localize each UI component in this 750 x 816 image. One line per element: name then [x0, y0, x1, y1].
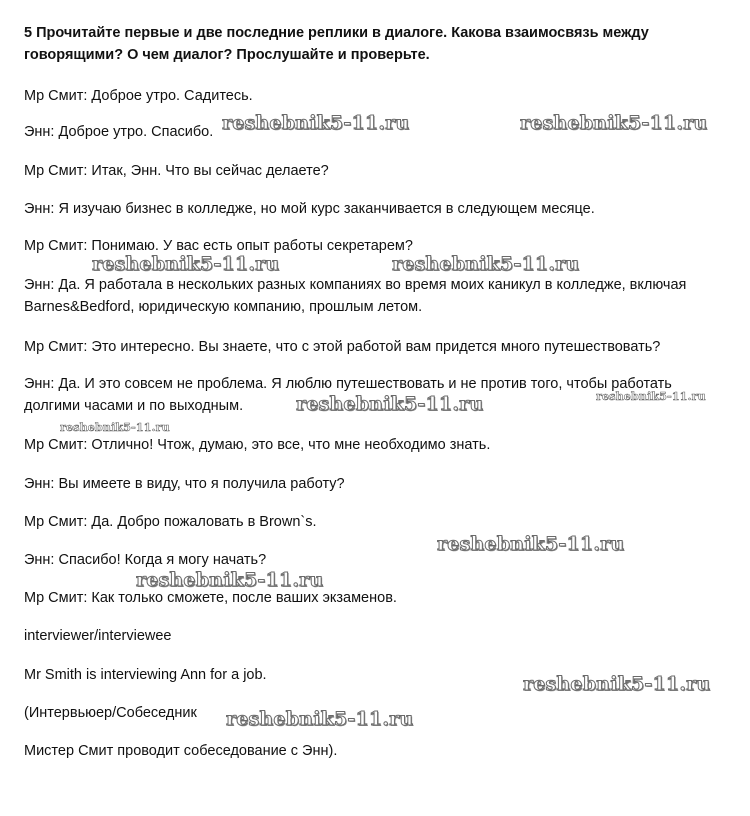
watermark: reshebnik5-11.ru: [520, 112, 708, 134]
dialogue-line: Энн: Да. Я работала в нескольких разных компаниях во время моих каникул в колледже, включая Barnes&Bedford, юридическую компанию, прошлым летом.: [24, 277, 687, 315]
dialogue-line: Энн: Вы имеете в виду, что я получила работу?: [24, 476, 345, 492]
dialogue-line: Энн: Спасибо! Когда я могу начать?: [24, 552, 267, 568]
watermark: reshebnik5-11.ru: [226, 708, 414, 730]
dialogue-line: Мр Смит: Отлично! Чтож, думаю, это все, что мне необходимо знать.: [24, 437, 491, 453]
watermark: reshebnik5-11.ru: [596, 390, 706, 403]
watermark: reshebnik5-11.ru: [392, 253, 580, 275]
watermark: reshebnik5-11.ru: [92, 253, 280, 275]
answer-summary-ru: Мистер Смит проводит собеседование с Энн).: [24, 743, 338, 759]
watermark: reshebnik5-11.ru: [222, 112, 410, 134]
dialogue-line: Мр Смит: Понимаю. У вас есть опыт работы секретарем?: [24, 238, 413, 254]
answer-roles-ru: (Интервьюер/Собеседник: [24, 705, 197, 721]
dialogue-line: Энн: Я изучаю бизнес в колледже, но мой курс заканчивается в следующем месяце.: [24, 201, 595, 217]
watermark: reshebnik5-11.ru: [523, 673, 711, 695]
watermark: reshebnik5-11.ru: [136, 569, 324, 591]
exercise-heading: 5 Прочитайте первые и две последние реплики в диалоге. Какова взаимосвязь между говорящими? О чем диалог? Прослушайте и проверьте.: [24, 25, 649, 63]
dialogue-line: Мр Смит: Это интересно. Вы знаете, что с этой работой вам придется много путешествовать?: [24, 339, 661, 355]
dialogue-line: Мр Смит: Доброе утро. Садитесь.: [24, 88, 253, 104]
dialogue-line: Мр Смит: Итак, Энн. Что вы сейчас делаете?: [24, 163, 329, 179]
dialogue-line: Мр Смит: Как только сможете, после ваших экзаменов.: [24, 590, 397, 606]
answer-roles: interviewer/interviewee: [24, 628, 172, 644]
watermark: reshebnik5-11.ru: [437, 533, 625, 555]
watermark: reshebnik5-11.ru: [296, 393, 484, 415]
dialogue-line: Мр Смит: Да. Добро пожаловать в Brown`s.: [24, 514, 317, 530]
answer-summary: Mr Smith is interviewing Ann for a job.: [24, 667, 267, 683]
watermark: reshebnik5-11.ru: [60, 421, 170, 434]
dialogue-line: Энн: Доброе утро. Спасибо.: [24, 124, 214, 140]
dialogue-line: Энн: Да. И это совсем не проблема. Я люблю путешествовать и не против того, чтобы работать долгими часами и по выходным.: [24, 376, 672, 414]
